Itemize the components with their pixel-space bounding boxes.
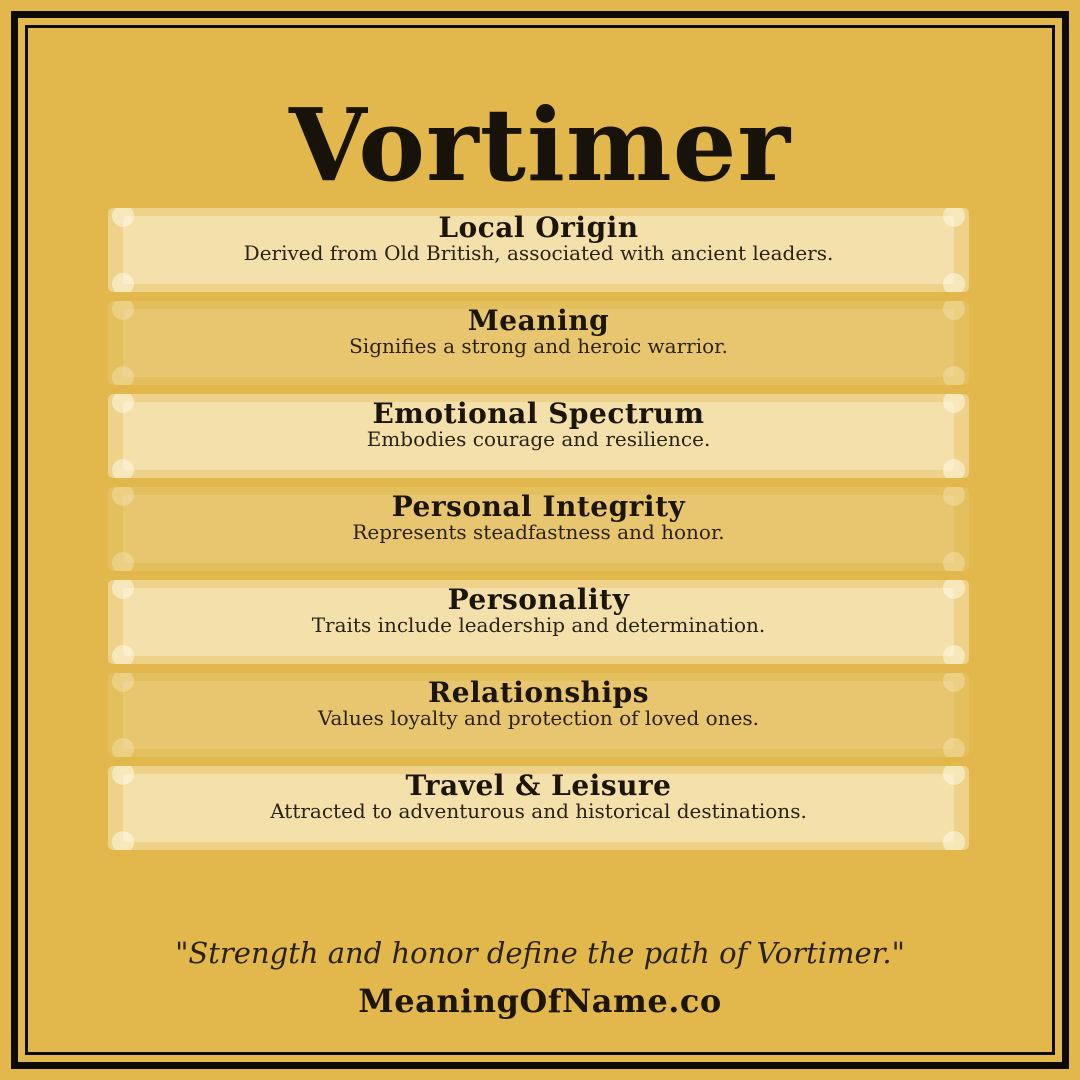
corner-rivet-icon — [943, 645, 965, 664]
card-emotional-spectrum — [108, 394, 969, 478]
corner-rivet-icon — [112, 831, 134, 850]
corner-rivet-icon — [943, 366, 965, 385]
card-description: Embodies courage and resilience. — [366, 427, 711, 451]
card-heading: Emotional Spectrum — [372, 397, 705, 430]
corner-rivet-icon — [943, 831, 965, 850]
card-personality — [108, 580, 969, 664]
card-heading: Local Origin — [438, 211, 639, 244]
card-description: Traits include leadership and determination. — [311, 613, 766, 637]
corner-rivet-icon — [943, 459, 965, 478]
card-text-block — [108, 490, 969, 544]
card-text-block — [108, 676, 969, 730]
corner-rivet-icon — [112, 645, 134, 664]
card-description: Derived from Old British, associated with ancient leaders. — [243, 241, 834, 265]
card-description: Values loyalty and protection of loved ones. — [317, 706, 760, 730]
corner-rivet-icon — [112, 273, 134, 292]
card-text-block — [108, 211, 969, 265]
site-name: MeaningOfName.co — [358, 982, 722, 1020]
page-title: Vortimer — [288, 86, 792, 204]
card-heading: Meaning — [467, 304, 610, 337]
name-quote: "Strength and honor define the path of Vortimer." — [175, 936, 905, 970]
card-personal-integrity — [108, 487, 969, 571]
corner-rivet-icon — [112, 459, 134, 478]
card-heading: Relationships — [427, 676, 650, 709]
card-description: Attracted to adventurous and historical destinations. — [270, 799, 807, 823]
card-text-block — [108, 769, 969, 823]
card-travel-leisure — [108, 766, 969, 850]
corner-rivet-icon — [943, 273, 965, 292]
card-meaning — [108, 301, 969, 385]
card-text-block — [108, 583, 969, 637]
card-heading: Personality — [447, 583, 630, 616]
card-description: Represents steadfastness and honor. — [352, 520, 725, 544]
card-list — [108, 208, 969, 859]
corner-rivet-icon — [943, 738, 965, 757]
card-relationships — [108, 673, 969, 757]
card-text-block — [108, 397, 969, 451]
corner-rivet-icon — [112, 552, 134, 571]
corner-rivet-icon — [112, 738, 134, 757]
card-heading: Travel & Leisure — [405, 769, 672, 802]
card-heading: Personal Integrity — [391, 490, 686, 523]
card-text-block — [108, 304, 969, 358]
card-description: Signifies a strong and heroic warrior. — [349, 334, 728, 358]
card-local-origin — [108, 208, 969, 292]
corner-rivet-icon — [112, 366, 134, 385]
corner-rivet-icon — [943, 552, 965, 571]
